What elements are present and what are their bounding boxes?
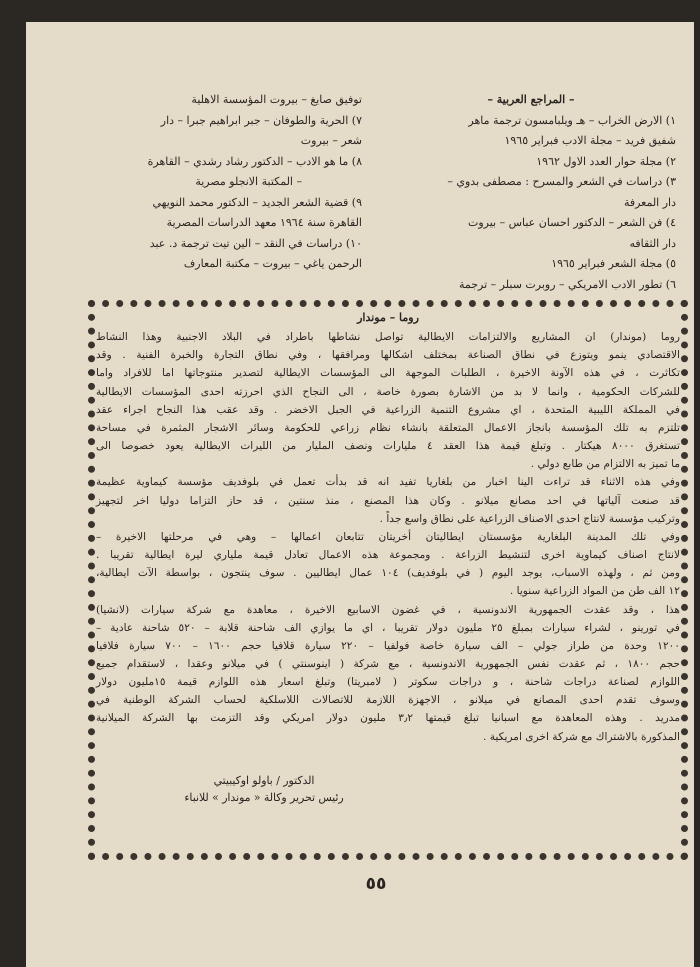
arabic-references-column: [386, 90, 676, 295]
article-body: [96, 309, 680, 746]
article-line: تكاثرت ، في هذه الآونة الاخيرة ، الطلبات الموجهة الى المؤسسات الايطالية لتصدير منتوجاتها اما للافراد واما: [96, 367, 680, 380]
article-line: ما تميز به الالتزام من طابع دولي .: [530, 458, 680, 471]
article-line: حجم ١٨٠٠ ، ثم عقدت نفس الجمهورية الاندونسية ، مع شركة ( اينوسنتي ) في ميلانو وعقدا ، لاستقدام جميع: [96, 657, 680, 670]
page-number: ٥٥: [365, 874, 387, 894]
reference-line: – المكتبة الانجلو مصرية: [195, 175, 302, 188]
reference-line: ٦) تطور الادب الامريكي – روبرت سبلر – ترجمة: [459, 277, 676, 291]
article-line: تستغرق ٨٠٠٠ هيكتار . وتبلغ قيمة هذا العقد ٤ مليارات ونصف المليار من الليرات الايطالية يعود خصوصا الى: [96, 440, 680, 453]
article-line: ١٢ الف طن من المواد الزراعية سنويا .: [509, 585, 680, 598]
reference-line: ٣) دراسات في الشعر والمسرح : مصطفى بدوي –: [447, 175, 676, 188]
article-paragraph: [96, 528, 680, 601]
article-line: المذكورة بالاشتراك مع شركة اخرى امريكية .: [483, 730, 680, 743]
article-paragraph: [96, 473, 680, 527]
references-continued-column: [44, 90, 362, 275]
reference-line: ٤) فن الشعر – الدكتور احسان عباس – بيروت: [467, 216, 676, 229]
article-line: روما (موندار) ان المشاريع والالتزامات الايطالية تواصل نشاطها باطراد في البلاد الاجنبية وهذا النشاط: [96, 331, 680, 344]
reference-line: شفيق فريد – مجلة الادب فبراير ١٩٦٥: [504, 134, 676, 147]
article-line: في تورينو ، لشراء سيارات بمبلغ ٢٥ مليون دولار تقريبا ، اي ما يوازي الف شاحنة قلابة – ٥٢٠ شاحنة عادية –: [96, 621, 680, 634]
document-page: [26, 22, 694, 967]
article-line: تلتزم به تلك المؤسسة بانجاز الاعمال المتعلقة بانشاء نظام زراعي للحكومة وسائر الاشجار المثمرة في مساحة: [96, 421, 680, 434]
reference-line: ٢) مجلة حوار العدد الاول ١٩٦٢: [536, 154, 676, 168]
reference-line: الرحمن ياغي – بيروت – مكتبة المعارف: [183, 257, 362, 270]
article-paragraph: [96, 691, 680, 745]
reference-line: ١) الارض الخراب – هـ ويلبامسون ترجمة ماهر: [468, 113, 676, 127]
article-line: قد صنعت آلياتها في احد مصانع ميلانو . وكان هذا المصنع ، منذ سنتين ، قد حاز التزاما دوليا اخر لتجهيز: [96, 494, 680, 507]
article-line: اللوازم لصناعة دراجات شاحنة ، و دراجات سكوتر ( لامبريتا) وتبلغ اسعار هذه اللوازم قيمة ١٥مليون دولار: [96, 676, 680, 689]
article-paragraph: [96, 601, 680, 692]
article-line: هذا ، وقد عقدت الجمهورية الاندونسية ، في غضون الاسابيع الاخيرة ، معاهدة مع شركة سيارات (لانشيا): [96, 603, 680, 616]
article-line: في المملكة الليبية المتحدة ، اي مشروع التنمية الزراعية في الجبل الاخضر . وقد عقب هذا النجاح اجراء عقد: [96, 403, 680, 416]
article-paragraph: [96, 328, 680, 473]
signature-name: الدكتور / باولو اوكيبيتي: [213, 774, 315, 787]
article-line: وتركيب مؤسسة لانتاج احدى الاصناف الزراعية على نطاق واسع جداً .: [379, 512, 680, 525]
reference-line: ٧) الحرية والطوفان – جبر ابراهيم جبرا – دار: [160, 113, 362, 127]
reference-line: دار الثقافه: [629, 236, 676, 250]
article-signature: [134, 772, 394, 806]
reference-line: ٥) مجلة الشعر فبراير ١٩٦٥: [551, 257, 676, 270]
signature-position: رئيس تحرير وكالة « موندار » للانباء: [184, 791, 344, 804]
article-line: ١٢٠٠ وحدة من طراز جولي – الف سيارة خاصة فولفيا – ٢٢٠ سيارة قلافيا حجم ١٦٠٠ – ٧٠٠ سيارة فلافيا: [96, 639, 681, 652]
reference-line: – المراجع العربية –: [487, 93, 575, 106]
article-line: وفي هذه الاثناء قد تراءت الينا اخبار من بلغاريا تفيد انه قد بدأت تعمل في بلوفديف مؤسسة كيماوية عظيمة: [96, 476, 680, 489]
article-line: للشركات الحكومية ، وانما لا بد من الاشارة بصورة خاصة ، الى النجاح الذي احرزته احدى المؤسسات الايطالية: [96, 385, 680, 398]
reference-line: ٨) ما هو الادب – الدكتور رشاد رشدي – القاهرة: [147, 154, 362, 168]
article-line: الاقتصادي ينمو ويتوزع في نطاق الصناعة بمختلف اشكالها ومرافقها ، وفي نطاق التجارة والخبرة الفنية . وقد: [96, 349, 680, 362]
article-line: وسوف تقدم احدى المصانع في ميلانو ، الاجهزة اللازمة للاتصالات اللاسلكية لحساب الشركة الوطنية في: [96, 694, 680, 707]
reference-line: القاهرة سنة ١٩٦٤ معهد الدراسات المصرية: [166, 216, 362, 229]
article-line: مدريد . وهذه المعاهدة مع اسبانيا تبلغ قيمتها ٣٫٢ مليون دولار امريكي وقد التزمت بها الشركة الميلانية: [96, 712, 680, 725]
article-line: ومن ثم ، ولهذه الاسباب، يوجد اليوم ( في بلوفديف) ١٠٤ عمال ايطاليين . سوف ينتجون ، بواسطة الآت ايطالية،: [96, 567, 680, 580]
article-line: لانتاج اصناف كيماوية اخرى لتنشيط الزراعة . ومجموعة هذه الاعمال تعادل قيمة ملياري ليرة ايطالية تقريبا .: [96, 549, 680, 562]
reference-line: توفيق صايغ – بيروت المؤسسة الاهلية: [191, 93, 362, 106]
article-line: وفي تلك المدينة البلغارية مؤسستان ايطاليتان أخريتان تتابعان اعمالها – وهي في مرحلتها الاخيرة –: [96, 530, 680, 543]
reference-line: ٩) قضية الشعر الجديد – الدكتور محمد النويهي: [152, 195, 362, 209]
reference-line: شعر – بيروت: [300, 134, 362, 147]
reference-line: ١٠) دراسات في النقد – الين تيت ترجمة د. عبد: [149, 236, 362, 250]
article-title: روما – موندار: [357, 311, 419, 324]
reference-line: دار المعرفة: [623, 195, 676, 209]
